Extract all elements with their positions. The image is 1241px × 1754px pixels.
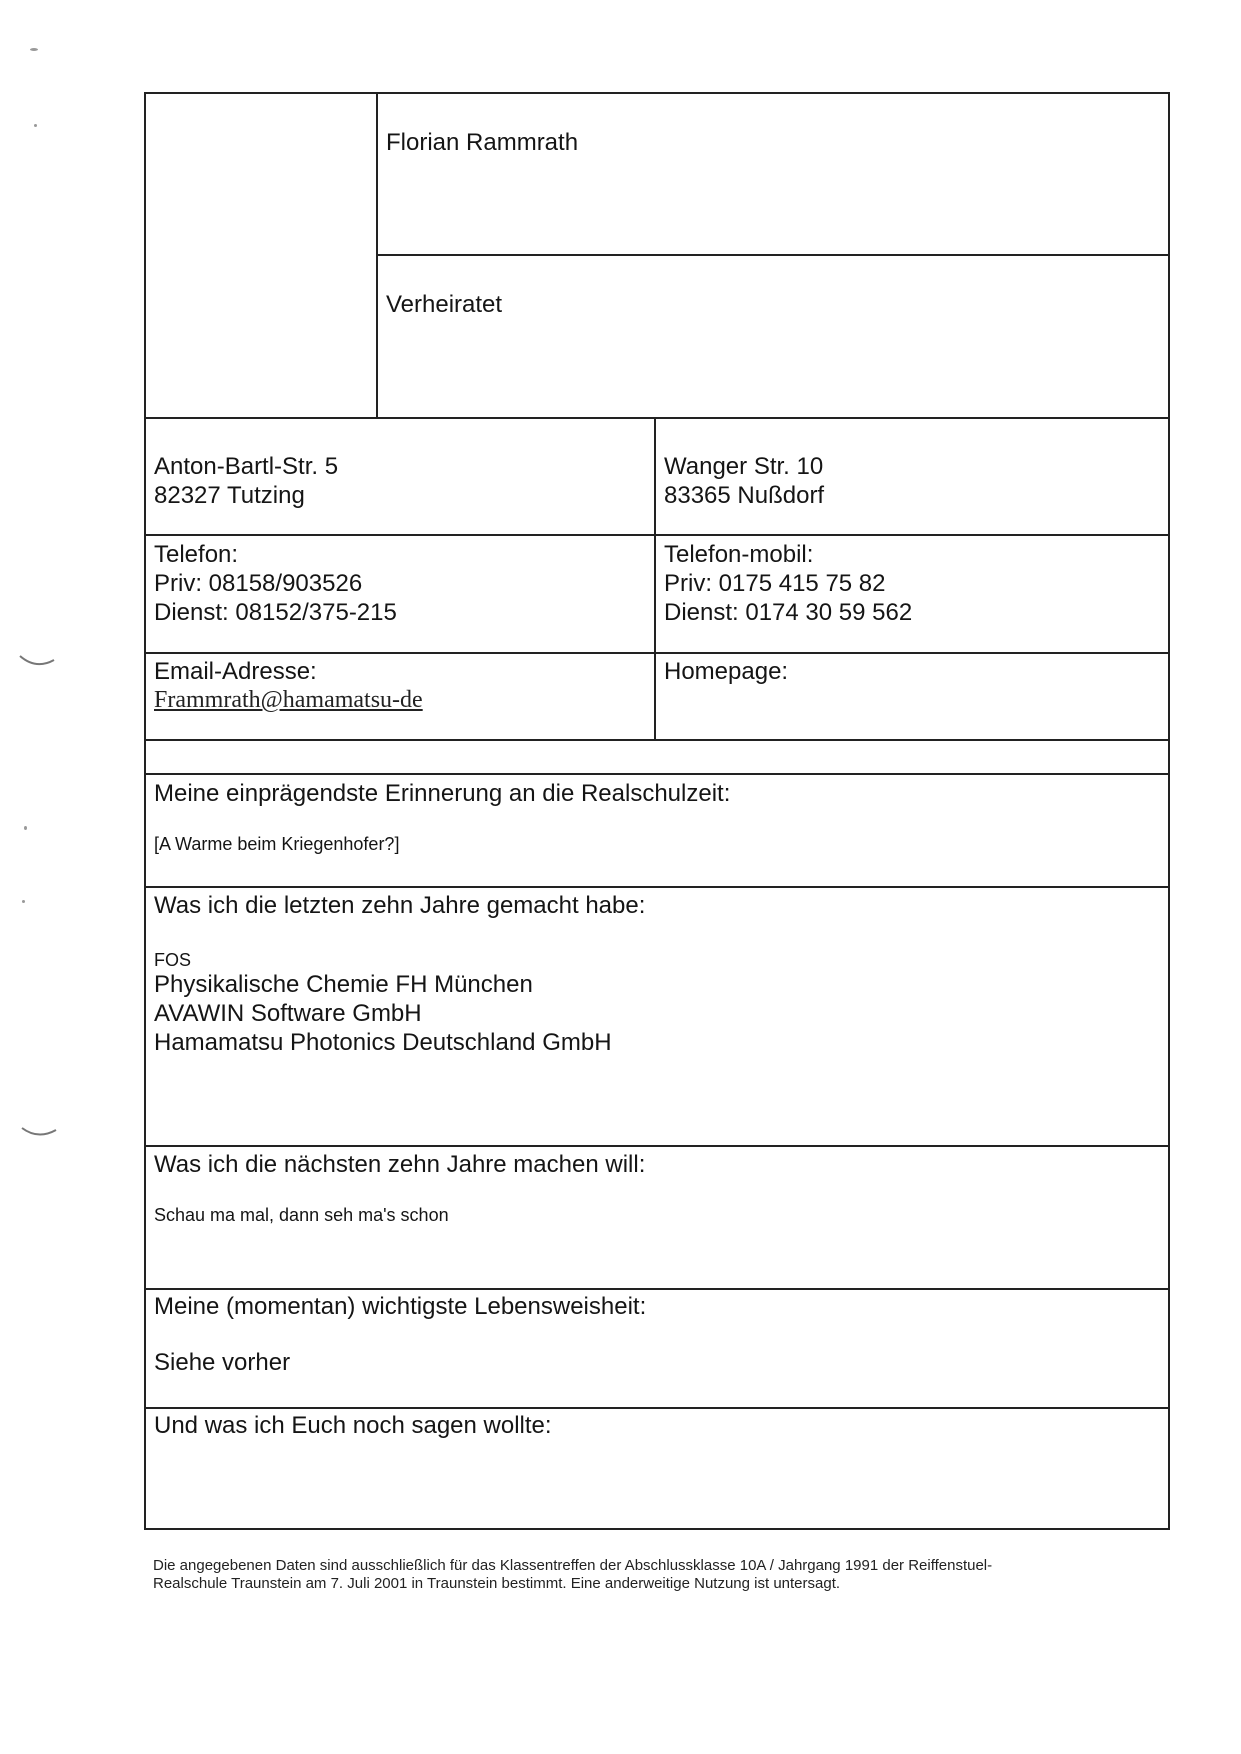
row-divider bbox=[146, 652, 1170, 654]
scan-speck bbox=[24, 826, 27, 830]
row-divider bbox=[146, 1145, 1170, 1147]
scan-speck bbox=[30, 48, 38, 51]
row-divider bbox=[376, 254, 1170, 256]
next-ten-years-answer: Schau ma mal, dann seh ma's schon bbox=[154, 1205, 449, 1225]
address-left-city: 82327 Tutzing bbox=[154, 482, 305, 509]
photo-divider bbox=[376, 94, 378, 419]
mobile-work: Dienst: 0174 30 59 562 bbox=[664, 599, 913, 626]
profile-form bbox=[144, 92, 1170, 1530]
row-divider bbox=[146, 739, 1170, 741]
address-right-city: 83365 Nußdorf bbox=[664, 482, 825, 509]
scan-speck bbox=[22, 900, 25, 903]
address-left-street: Anton-Bartl-Str. 5 bbox=[154, 453, 339, 480]
row-divider bbox=[146, 1288, 1170, 1290]
message-label: Und was ich Euch noch sagen wollte: bbox=[154, 1412, 552, 1439]
mobile-label: Telefon-mobil: bbox=[664, 541, 814, 568]
footer-line: Realschule Traunstein am 7. Juli 2001 in Traunstein bestimmt. Eine anderweitige Nutzung ist untersagt. bbox=[153, 1575, 841, 1592]
column-divider bbox=[654, 417, 656, 739]
row-divider bbox=[146, 886, 1170, 888]
row-divider bbox=[146, 534, 1170, 536]
mobile-private: Priv: 0175 415 75 82 bbox=[664, 570, 886, 597]
scan-mark bbox=[20, 1124, 60, 1144]
memory-answer: [A Warme beim Kriegenhofer?] bbox=[154, 834, 400, 854]
scan-speck bbox=[34, 124, 37, 127]
photo-box bbox=[146, 94, 376, 417]
address-right-street: Wanger Str. 10 bbox=[664, 453, 824, 480]
row-divider bbox=[146, 773, 1170, 775]
homepage-label: Homepage: bbox=[664, 658, 789, 685]
footer-line: Die angegebenen Daten sind ausschließlich für das Klassentreffen der Abschlussklasse 10A / Jahrgang 1991 der Reiffenstuel- bbox=[153, 1557, 993, 1574]
last-ten-years-label: Was ich die letzten zehn Jahre gemacht habe: bbox=[154, 892, 646, 919]
last-ten-years-item: Hamamatsu Photonics Deutschland GmbH bbox=[154, 1029, 612, 1056]
last-ten-years-item: Physikalische Chemie FH München bbox=[154, 971, 533, 998]
phone-private: Priv: 08158/903526 bbox=[154, 570, 363, 597]
last-ten-years-first: FOS bbox=[154, 950, 192, 970]
scan-mark bbox=[18, 652, 58, 672]
email-link[interactable]: Frammrath@hamamatsu-de bbox=[154, 687, 423, 713]
last-ten-years-item: AVAWIN Software GmbH bbox=[154, 1000, 422, 1027]
name-value: Florian Rammrath bbox=[386, 129, 579, 156]
wisdom-label: Meine (momentan) wichtigste Lebensweisheit: bbox=[154, 1293, 647, 1320]
marital-status-value: Verheiratet bbox=[386, 291, 503, 318]
phone-label: Telefon: bbox=[154, 541, 239, 568]
memory-label: Meine einprägendste Erinnerung an die Realschulzeit: bbox=[154, 780, 731, 807]
email-label: Email-Adresse: bbox=[154, 658, 317, 685]
next-ten-years-label: Was ich die nächsten zehn Jahre machen will: bbox=[154, 1151, 646, 1178]
wisdom-answer: Siehe vorher bbox=[154, 1349, 291, 1376]
row-divider bbox=[146, 1407, 1170, 1409]
footer-disclaimer bbox=[153, 1557, 1113, 1593]
phone-work: Dienst: 08152/375-215 bbox=[154, 599, 397, 626]
row-divider bbox=[146, 417, 1170, 419]
